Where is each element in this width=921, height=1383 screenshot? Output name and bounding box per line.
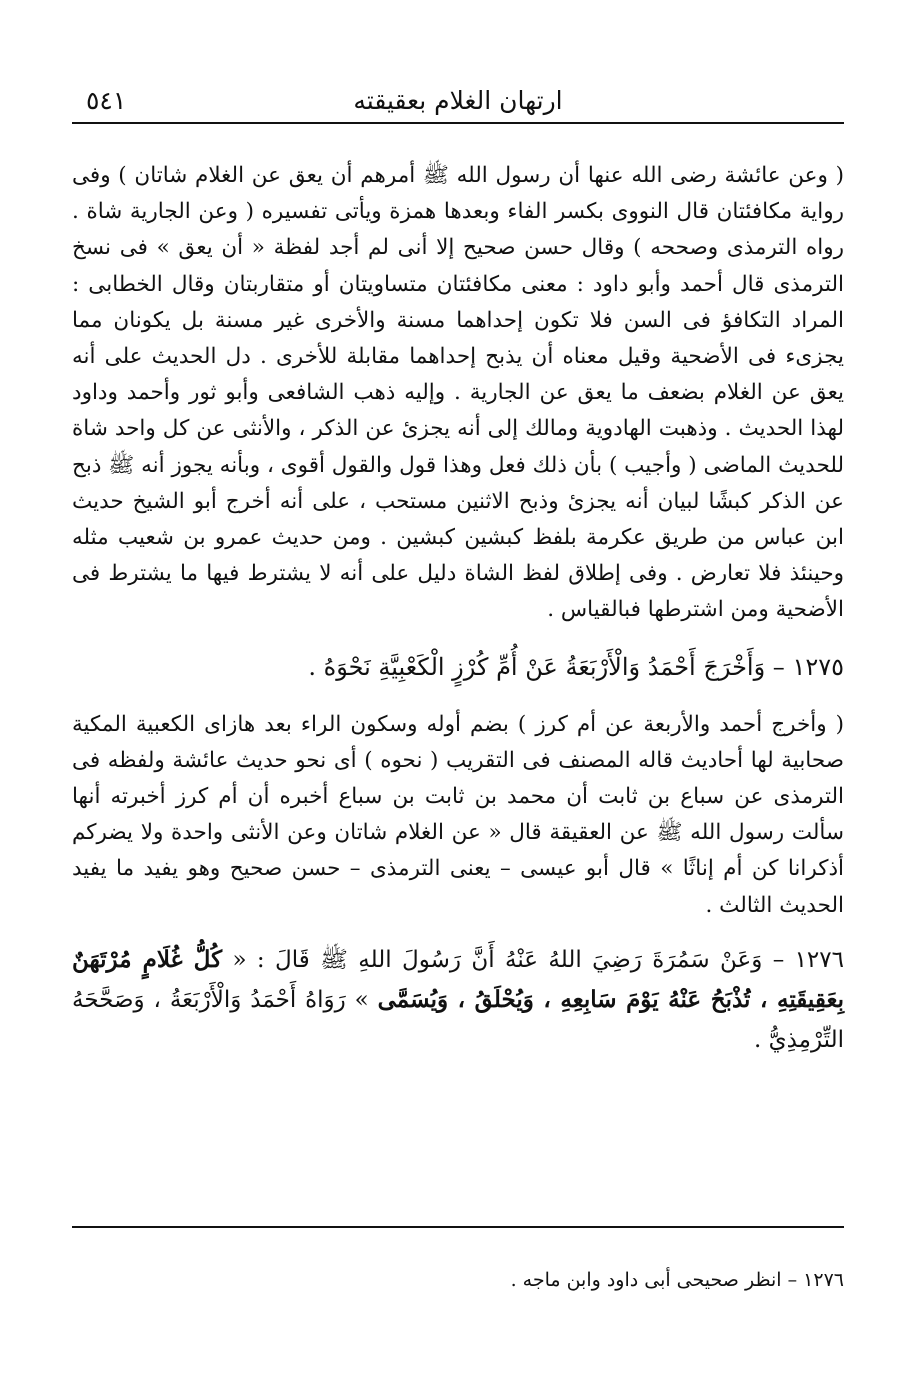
hadith-1276 <box>72 940 844 1060</box>
commentary-paragraph-2: ( وأخرج أحمد والأربعة عن أم كرز ) بضم أوله وسكون الراء بعد هازاى الكعبية المكية صحابية لها أحاديث قاله المصنف فى التقريب ( نحوه ) أى نحو حديث عائشة ولفظه فى الترمذى عن سباع بن ثابت أن محمد بن ثابت بن سباع أخبره أن أم كرز أخبرته أنها سألت رسول الله ﷺ عن العقيقة قال « عن الغلام شاتان وعن الأنثى واحدة ولا يضركم أذكرانا كن أم إناثًا » قال أبو عيسى – يعنى الترمذى – حسن صحيح وهو يفيد ما يفيد الحديث الثالث . <box>72 711 844 918</box>
footnote-separator <box>72 1226 844 1228</box>
hadith-1276-source: » رَوَاهُ أَحْمَدُ وَالْأَرْبَعَةُ ، وَصَحَّحَهُ التِّرْمِذِيُّ . <box>72 986 844 1053</box>
page-number: ٥٤١ <box>86 86 127 115</box>
hadith-1276-intro: ١٢٧٦ – وَعَنْ سَمُرَةَ رَضِيَ اللهُ عَنْهُ أَنَّ رَسُولَ اللهِ ﷺ قَالَ : « <box>232 946 844 973</box>
commentary-paragraph-1: ( وعن عائشة رضى الله عنها أن رسول الله ﷺ أمرهم أن يعق عن الغلام شاتان ) وفى رواية مكافئتان قال النووى بكسر الفاء وبعدها همزة ويأتى تفسيره ( وعن الجارية شاة . رواه الترمذى وصححه ) وقال حسن صحيح إلا أنى لم أجد لفظة « أن يعق » فى نسخ الترمذى قال أحمد وأبو داود : معنى مكافئتان متساويتان أو متقاربتان وقال الخطابى : المراد التكافؤ فى السن فلا تكون إحداهما مسنة والأخرى غير مسنة بل يكونان مما يجزىء فى الأضحية وقيل معناه أن يذبح إحداهما مقابلة للأخرى . دل الحديث على أنه يعق عن الغلام بضعف ما يعق عن الجارية . وإليه ذهب الشافعى وأبو ثور وأحمد وداود لهذا الحديث . وذهبت الهادوية ومالك إلى أنه يجزئ عن الذكر ، والأنثى عن كل واحد شاة للحديث الماضى ( وأجيب ) بأن ذلك فعل وهذا قول والقول أقوى ، وبأنه يجوز أنه ﷺ ذبح عن الذكر كبشًا لبيان أنه يجزئ وذبح الاثنين مستحب ، على أنه أخرج أبو الشيخ حديث ابن عباس من طريق عكرمة بلفظ كبشين كبشين . ومن حديث عمرو بن شعيب مثله وحينئذ فلا تعارض . وفى إطلاق لفظ الشاة دليل على أنه لا يشترط فيها ما يشترط فى الأضحية ومن اشترطها فبالقياس . <box>72 163 844 623</box>
footnote: ١٢٧٦ – انظر صحيحى أبى داود وابن ماجه . <box>510 1269 844 1291</box>
hadith-1275: ١٢٧٥ – وَأَخْرَجَ أَحْمَدُ وَالْأَرْبَعَةُ عَنْ أُمِّ كُرْزٍ الْكَعْبِيَّةِ نَحْوَهُ . <box>308 652 844 681</box>
book-page <box>72 78 844 1368</box>
page-header <box>72 78 844 124</box>
running-title: ارتهان الغلام بعقيقته <box>353 86 563 115</box>
hadith-1276-text: كُلُّ غُلَامٍ مُرْتَهَنٌ بِعَقِيقَتِهِ ، تُذْبَحُ عَنْهُ يَوْمَ سَابِعِهِ ، وَيُحْلَقُ ، وَيُسَمَّى <box>72 945 844 1013</box>
